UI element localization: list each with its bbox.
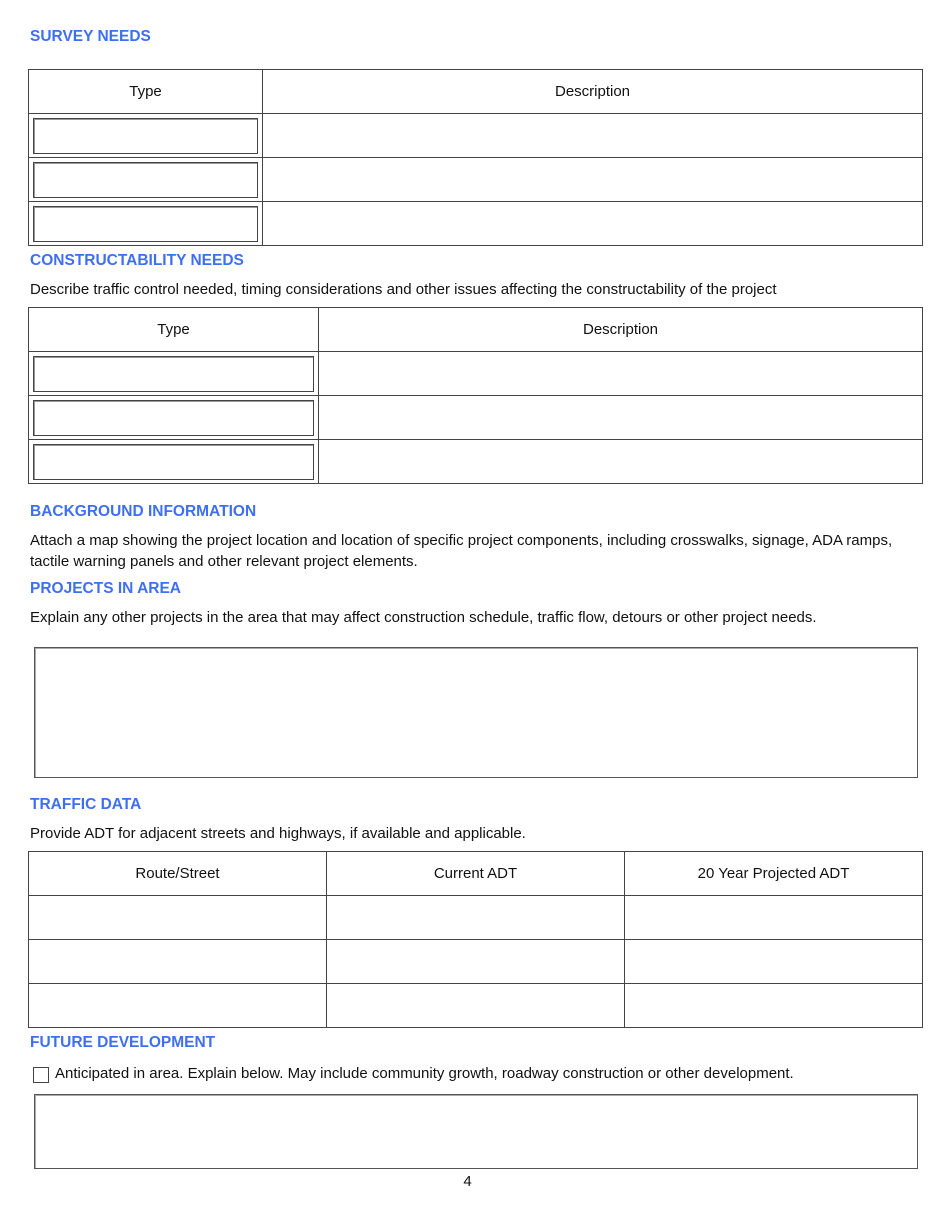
constructability-description-cell-2[interactable] (319, 396, 923, 440)
future-development-heading: FUTURE DEVELOPMENT (30, 1034, 216, 1051)
constructability-description-cell-3[interactable] (319, 440, 923, 484)
projected-adt-cell-2[interactable] (625, 940, 923, 984)
traffic-data-heading: TRAFFIC DATA (30, 796, 142, 813)
projects-in-area-heading: PROJECTS IN AREA (30, 580, 182, 597)
anticipated-checkbox[interactable] (33, 1067, 49, 1083)
constructability-description-cell-1[interactable] (319, 352, 923, 396)
table-row (29, 896, 923, 940)
table-header-row (29, 70, 923, 114)
current-adt-cell-2[interactable] (327, 940, 625, 984)
current-adt-cell-1[interactable] (327, 896, 625, 940)
projects-in-area-textarea[interactable] (34, 647, 918, 778)
table-row (29, 440, 923, 484)
background-information-description: Attach a map showing the project location and location of specific project components, including crosswalks, signage, ADA ramps, tactile warning panels and other relevant project elements. (30, 532, 893, 570)
constructability-description: Describe traffic control needed, timing considerations and other issues affecting the constructability of the project (30, 281, 777, 298)
projected-adt-cell-3[interactable] (625, 984, 923, 1028)
column-header-type: Type (29, 70, 263, 114)
constructability-type-field-1[interactable] (33, 356, 314, 392)
survey-needs-heading: SURVEY NEEDS (30, 28, 151, 45)
column-header-projected-adt: 20 Year Projected ADT (625, 852, 923, 896)
projects-in-area-description: Explain any other projects in the area that may affect construction schedule, traffic flow, detours or other project needs. (30, 609, 817, 626)
column-header-description: Description (263, 70, 923, 114)
page-number: 4 (463, 1173, 472, 1190)
background-information-heading: BACKGROUND INFORMATION (30, 503, 257, 520)
survey-type-field-1[interactable] (33, 118, 258, 154)
constructability-needs-table (28, 307, 923, 484)
survey-type-field-3[interactable] (33, 206, 258, 242)
survey-description-cell-3[interactable] (263, 202, 923, 246)
table-row (29, 158, 923, 202)
table-row (29, 352, 923, 396)
table-header-row (29, 308, 923, 352)
traffic-data-table (28, 851, 923, 1028)
table-row (29, 940, 923, 984)
traffic-data-description: Provide ADT for adjacent streets and highways, if available and applicable. (30, 825, 526, 842)
survey-description-cell-2[interactable] (263, 158, 923, 202)
table-row (29, 396, 923, 440)
column-header-current-adt: Current ADT (327, 852, 625, 896)
survey-type-field-2[interactable] (33, 162, 258, 198)
table-row (29, 984, 923, 1028)
column-header-route-street: Route/Street (29, 852, 327, 896)
route-street-cell-1[interactable] (29, 896, 327, 940)
constructability-type-field-2[interactable] (33, 400, 314, 436)
constructability-needs-heading: CONSTRUCTABILITY NEEDS (30, 252, 244, 269)
route-street-cell-2[interactable] (29, 940, 327, 984)
projected-adt-cell-1[interactable] (625, 896, 923, 940)
route-street-cell-3[interactable] (29, 984, 327, 1028)
anticipated-checkbox-label: Anticipated in area. Explain below. May include community growth, roadway construction or other development. (55, 1065, 794, 1082)
survey-needs-table (28, 69, 923, 246)
table-row (29, 114, 923, 158)
survey-description-cell-1[interactable] (263, 114, 923, 158)
table-header-row (29, 852, 923, 896)
column-header-type: Type (29, 308, 319, 352)
current-adt-cell-3[interactable] (327, 984, 625, 1028)
column-header-description: Description (319, 308, 923, 352)
table-row (29, 202, 923, 246)
constructability-type-field-3[interactable] (33, 444, 314, 480)
future-development-textarea[interactable] (34, 1094, 918, 1169)
